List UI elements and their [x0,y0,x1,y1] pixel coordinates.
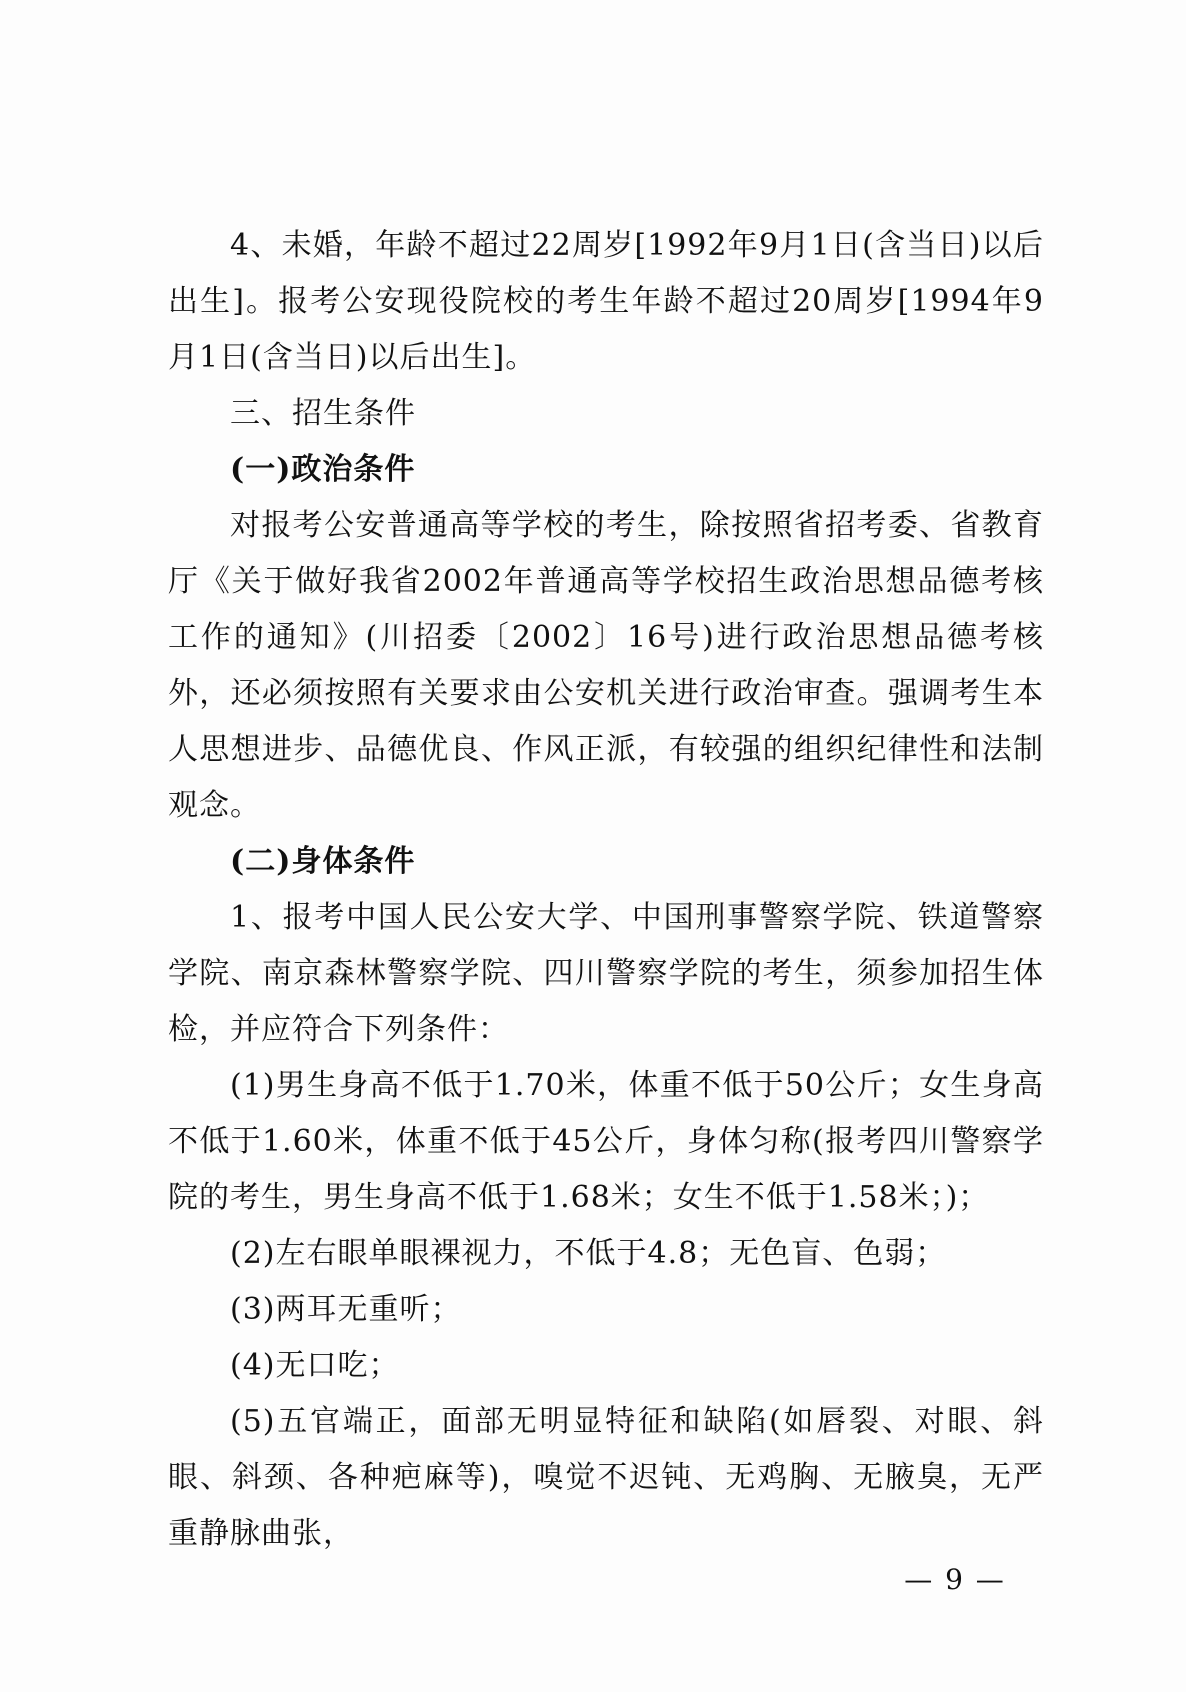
page-number: — 9 — [904,1563,1006,1596]
sub-heading-political-conditions: (一)政治条件 [230,452,416,487]
section-heading-admission-conditions: 三、招生条件 [230,396,416,431]
paragraph-age-requirement: 4、未婚，年龄不超过22周岁[1992年9月1日(含当日)以后出生]。报考公安现役院校的考生年龄不超过20周岁[1994年9月1日(含当日)以后出生]。 [168,228,1044,375]
list-item-facial-features: (5)五官端正，面部无明显特征和缺陷(如唇裂、对眼、斜眼、斜颈、各种疤麻等)，嗅觉不迟钝、无鸡胸、无腋臭，无严重静脉曲张， [168,1404,1044,1551]
document-body [168,218,1044,1562]
paragraph-physical-exam: 1、报考中国人民公安大学、中国刑事警察学院、铁道警察学院、南京森林警察学院、四川警察学院的考生，须参加招生体检，并应符合下列条件： [168,900,1044,1047]
paragraph-political-review: 对报考公安普通高等学校的考生，除按照省招考委、省教育厅《关于做好我省2002年普通高等学校招生政治思想品德考核工作的通知》(川招委〔2002〕16号)进行政治思想品德考核外，还必须按照有关要求由公安机关进行政治审查。强调考生本人思想进步、品德优良、作风正派，有较强的组织纪律性和法制观念。 [168,508,1044,823]
list-item-vision: (2)左右眼单眼裸视力，不低于4.8；无色盲、色弱； [230,1236,947,1271]
list-item-speech: (4)无口吃； [230,1348,400,1383]
sub-heading-physical-conditions: (二)身体条件 [230,844,416,879]
list-item-hearing: (3)两耳无重听； [230,1292,462,1327]
list-item-height-weight: (1)男生身高不低于1.70米，体重不低于50公斤；女生身高不低于1.60米，体重不低于45公斤，身体匀称(报考四川警察学院的考生，男生身高不低于1.68米；女生不低于1.58米；)； [168,1068,1044,1215]
